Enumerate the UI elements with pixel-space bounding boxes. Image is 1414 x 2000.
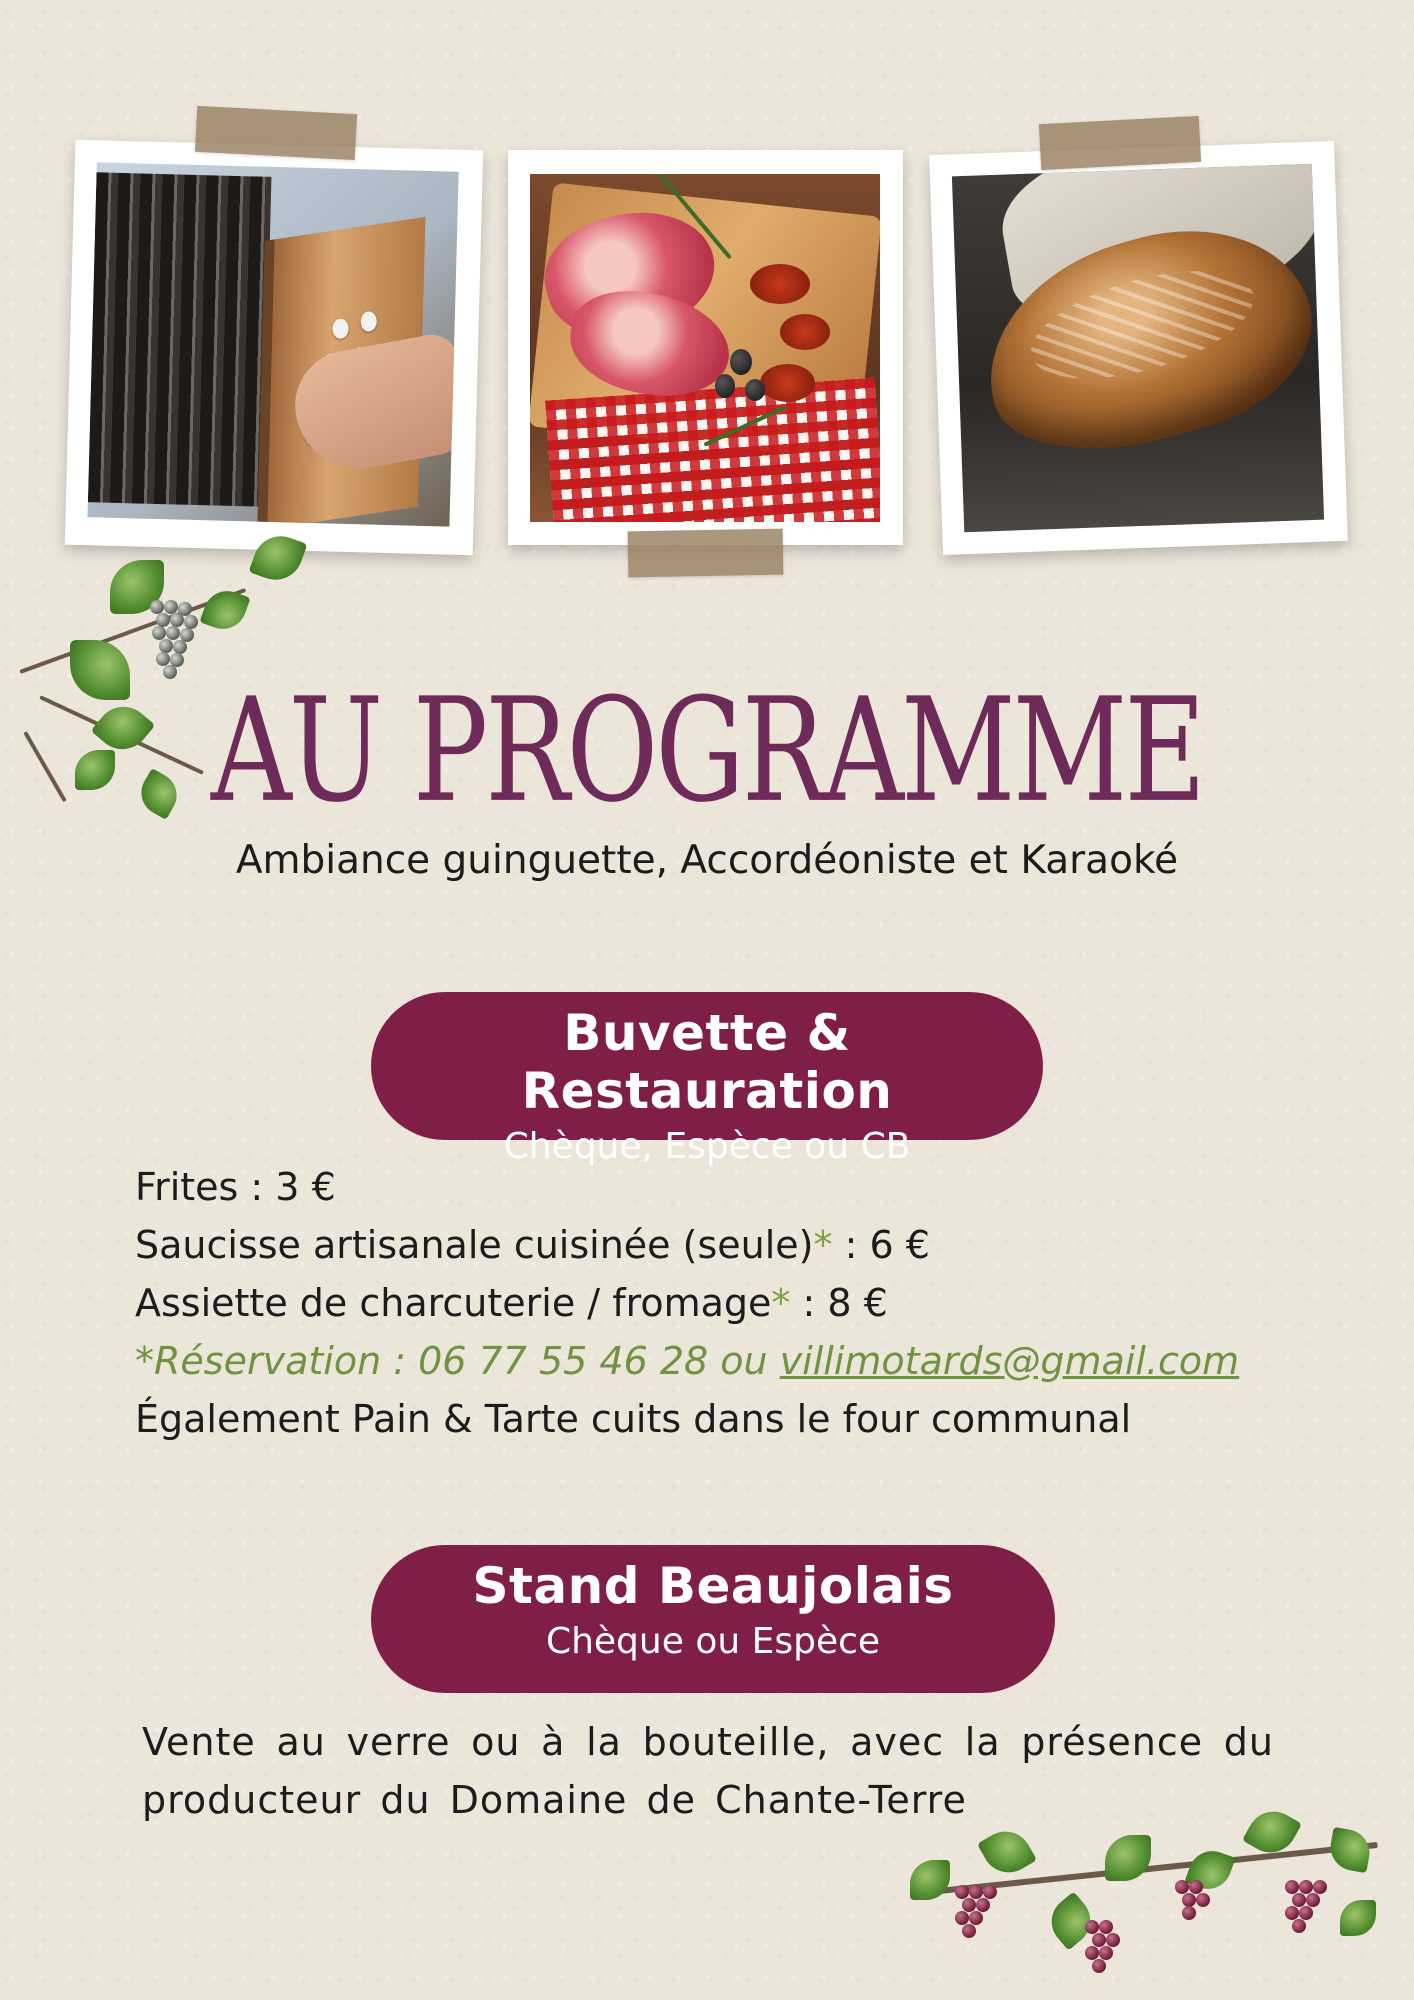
charcuterie-photo — [530, 174, 880, 522]
beaujolais-heading-pill — [371, 1545, 1055, 1693]
buvette-payment: Chèque, Espèce ou CB — [503, 1126, 911, 1167]
grape-vine-bottom — [900, 1790, 1400, 1990]
accordion-bellows — [88, 172, 272, 506]
menu-item-label: Saucisse artisanale cuisinée (seule) — [135, 1223, 814, 1267]
accordion-photo — [87, 162, 458, 526]
reservation-text: *Réservation : 06 77 55 46 28 ou — [135, 1339, 780, 1383]
menu-item-price: : 8 € — [790, 1281, 888, 1325]
vine-leaf — [977, 1822, 1037, 1882]
page-subtitle: Ambiance guinguette, Accordéoniste et Karaoké — [235, 838, 1179, 883]
vine-leaf — [910, 1860, 950, 1900]
bread-photo — [952, 164, 1324, 532]
menu-item — [135, 1165, 336, 1209]
tape — [195, 106, 357, 160]
buvette-title: Buvette & Restauration — [521, 1004, 893, 1120]
olive — [730, 349, 752, 375]
tape — [1039, 116, 1201, 170]
vine-leaf — [249, 529, 308, 588]
olive — [715, 374, 735, 398]
reservation-line — [135, 1339, 1239, 1383]
menu-item-asterisk: * — [813, 1223, 833, 1267]
menu-item — [135, 1281, 888, 1325]
dried-tomato — [780, 314, 830, 350]
menu-item-label: Assiette de charcuterie / fromage — [135, 1281, 772, 1325]
menu-item-price: : 6 € — [832, 1223, 930, 1267]
menu-item — [135, 1223, 930, 1267]
bread-photo-frame — [929, 141, 1348, 555]
vine-leaf — [1327, 1827, 1373, 1873]
beaujolais-description: Vente au verre ou à la bouteille, avec la présence du producteur du Domaine de Chante-Terre — [142, 1720, 1274, 1822]
accordion-photo-frame — [65, 140, 483, 556]
beaujolais-title: Stand Beaujolais — [472, 1557, 954, 1615]
vine-leaf — [1105, 1835, 1151, 1881]
vine-leaf — [1340, 1900, 1376, 1936]
menu-item-label: Frites : 3 € — [135, 1165, 336, 1209]
menu-item-asterisk: * — [771, 1281, 791, 1325]
menu-extra: Également Pain & Tarte cuits dans le four communal — [135, 1397, 1132, 1441]
beaujolais-payment: Chèque ou Espèce — [545, 1621, 881, 1662]
checkered-cloth — [545, 378, 880, 522]
dried-tomato — [750, 264, 810, 304]
page-title: AU PROGRAMME — [210, 668, 1204, 835]
charcuterie-photo-frame — [508, 150, 903, 545]
olive — [745, 379, 765, 401]
tape — [628, 529, 784, 578]
reservation-email-link[interactable]: villimotards@gmail.com — [779, 1339, 1240, 1383]
buvette-heading-pill — [371, 992, 1043, 1167]
dried-tomato — [760, 364, 815, 402]
